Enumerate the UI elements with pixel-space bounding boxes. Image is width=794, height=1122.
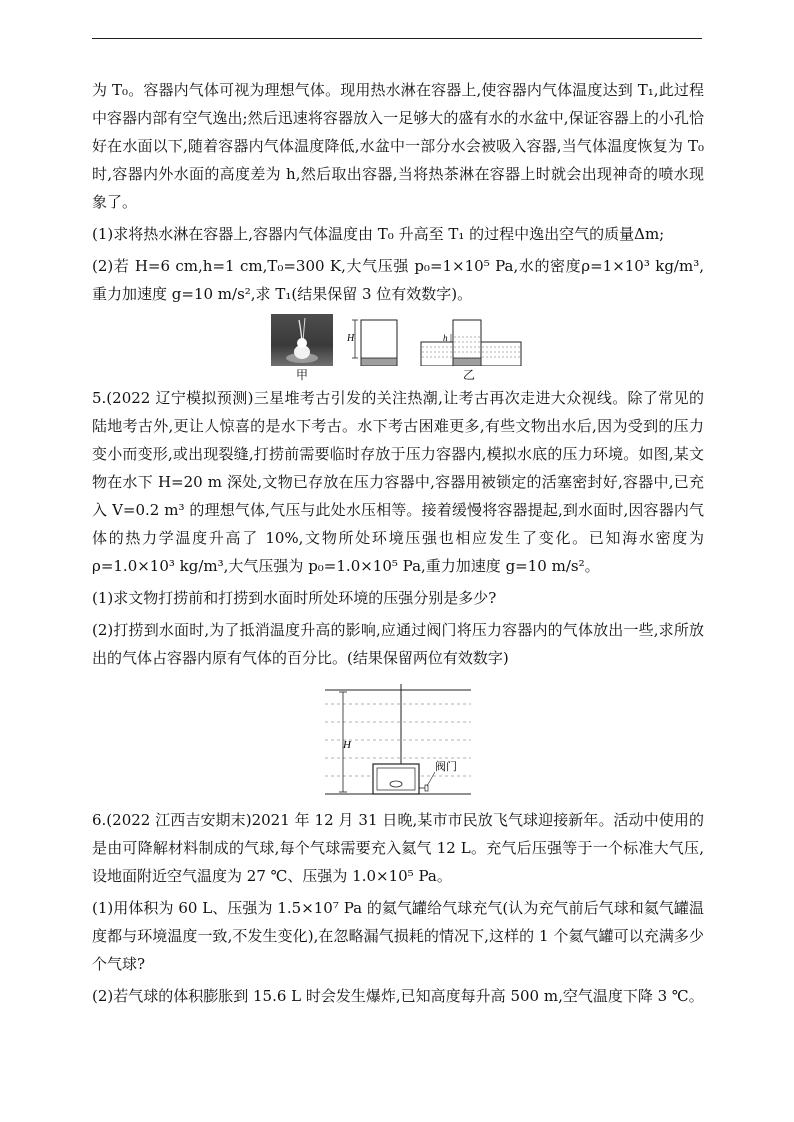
q4-sub1: (1)求将热水淋在容器上,容器内气体温度由 T₀ 升高至 T₁ 的过程中逸出空气的质量Δm; (92, 225, 665, 243)
q5-sub2: (2)打捞到水面时,为了抵消温度升高的影响,应通过阀门将压力容器内的气体放出一些,求所放出的气体占容器内原有气体的百分比。(结果保留两位有效数字) (92, 621, 704, 667)
figure-jia (271, 314, 333, 382)
figure-jia-container (343, 314, 403, 382)
basin-diagram (413, 314, 525, 366)
figure-yi-caption: 乙 (462, 368, 475, 382)
q6-sub1: (1)用体积为 60 L、压强为 1.5×10⁷ Pa 的氦气罐给气球充气(认为充气前后气球和氦气罐温度都与环境温度一致,不发生变化),在忽略漏气损耗的情况下,这样的 1 个氦气罐可以充满多少个气球? (92, 899, 704, 973)
underwater-container-diagram (323, 684, 473, 800)
label-h: h (443, 333, 448, 343)
q5-sub1: (1)求文物打捞前和打捞到水面时所处环境的压强分别是多少? (92, 589, 497, 607)
document-page (92, 76, 704, 1010)
q6-sub2: (2)若气球的体积膨胀到 15.6 L 时会发生爆炸,已知高度每升高 500 m,空气温度下降 3 ℃。 (92, 987, 704, 1005)
q5-head: 5.(2022 辽宁模拟预测)三星堆考古引发的关注热潮,让考古再次走进大众视线。除了常见的陆地考古外,更让人惊喜的是水下考古。水下考古困难更多,有些文物出水后,因为受到的压力变小而变形,或出现裂缝,打捞前需要临时存放于压力容器内,模拟水底的压力环境。如图,某文物在水下 H=20 m 深处,文物已存放在压力容器中,容器用被锁定的活塞密封好,容器中,已充入 V=0.2 m³ 的理想气体,气压与此处水压相等。接着缓慢将容器提起,到水面时,因容器内气体的热力学温度升高了 10%,文物所处环境压强也相应发生了变化。已知海水密度为ρ=1.0×10³ kg/m³,大气压强为 p₀=1.0×10⁵ Pa,重力加速度 g=10 m/s²。 (92, 389, 704, 575)
label-H-depth: H (343, 739, 351, 751)
figure-yi (413, 314, 525, 382)
figure-jia-caption: 甲 (295, 368, 308, 382)
label-valve: 阀门 (435, 761, 457, 773)
fountain-photo (271, 314, 333, 366)
q6-head: 6.(2022 江西吉安期末)2021 年 12 月 31 日晚,某市市民放飞气球迎接新年。活动中使用的是由可降解材料制成的气球,每个气球需要充入氦气 12 L。充气后压强等于一个标准大气压,设地面附近空气温度为 27 ℃、压强为 1.0×10⁵ Pa。 (92, 811, 704, 885)
q4-intro: 为 T₀。容器内气体可视为理想气体。现用热水淋在容器上,使容器内气体温度达到 T₁,此过程中容器内部有空气逸出;然后迅速将容器放入一足够大的盛有水的水盆中,保证容器上的小孔恰好在水面以下,随着容器内气体温度降低,水盆中一部分水会被吸入容器,当气体温度恢复为 T₀时,容器内外水面的高度差为 h,然后取出容器,当将热茶淋在容器上时就会出现神奇的喷水现象了。 (92, 81, 704, 211)
label-H: H (347, 333, 355, 344)
q4-sub2: (2)若 H=6 cm,h=1 cm,T₀=300 K,大气压强 p₀=1×10⁵ Pa,水的密度ρ=1×10³ kg/m³,重力加速度 g=10 m/s²,求 T₁(结果保留 3 位有效数字)。 (92, 257, 704, 303)
container-diagram (343, 314, 403, 366)
q4-figure (92, 314, 704, 382)
header-rule (92, 38, 702, 39)
q5-figure (92, 684, 704, 800)
